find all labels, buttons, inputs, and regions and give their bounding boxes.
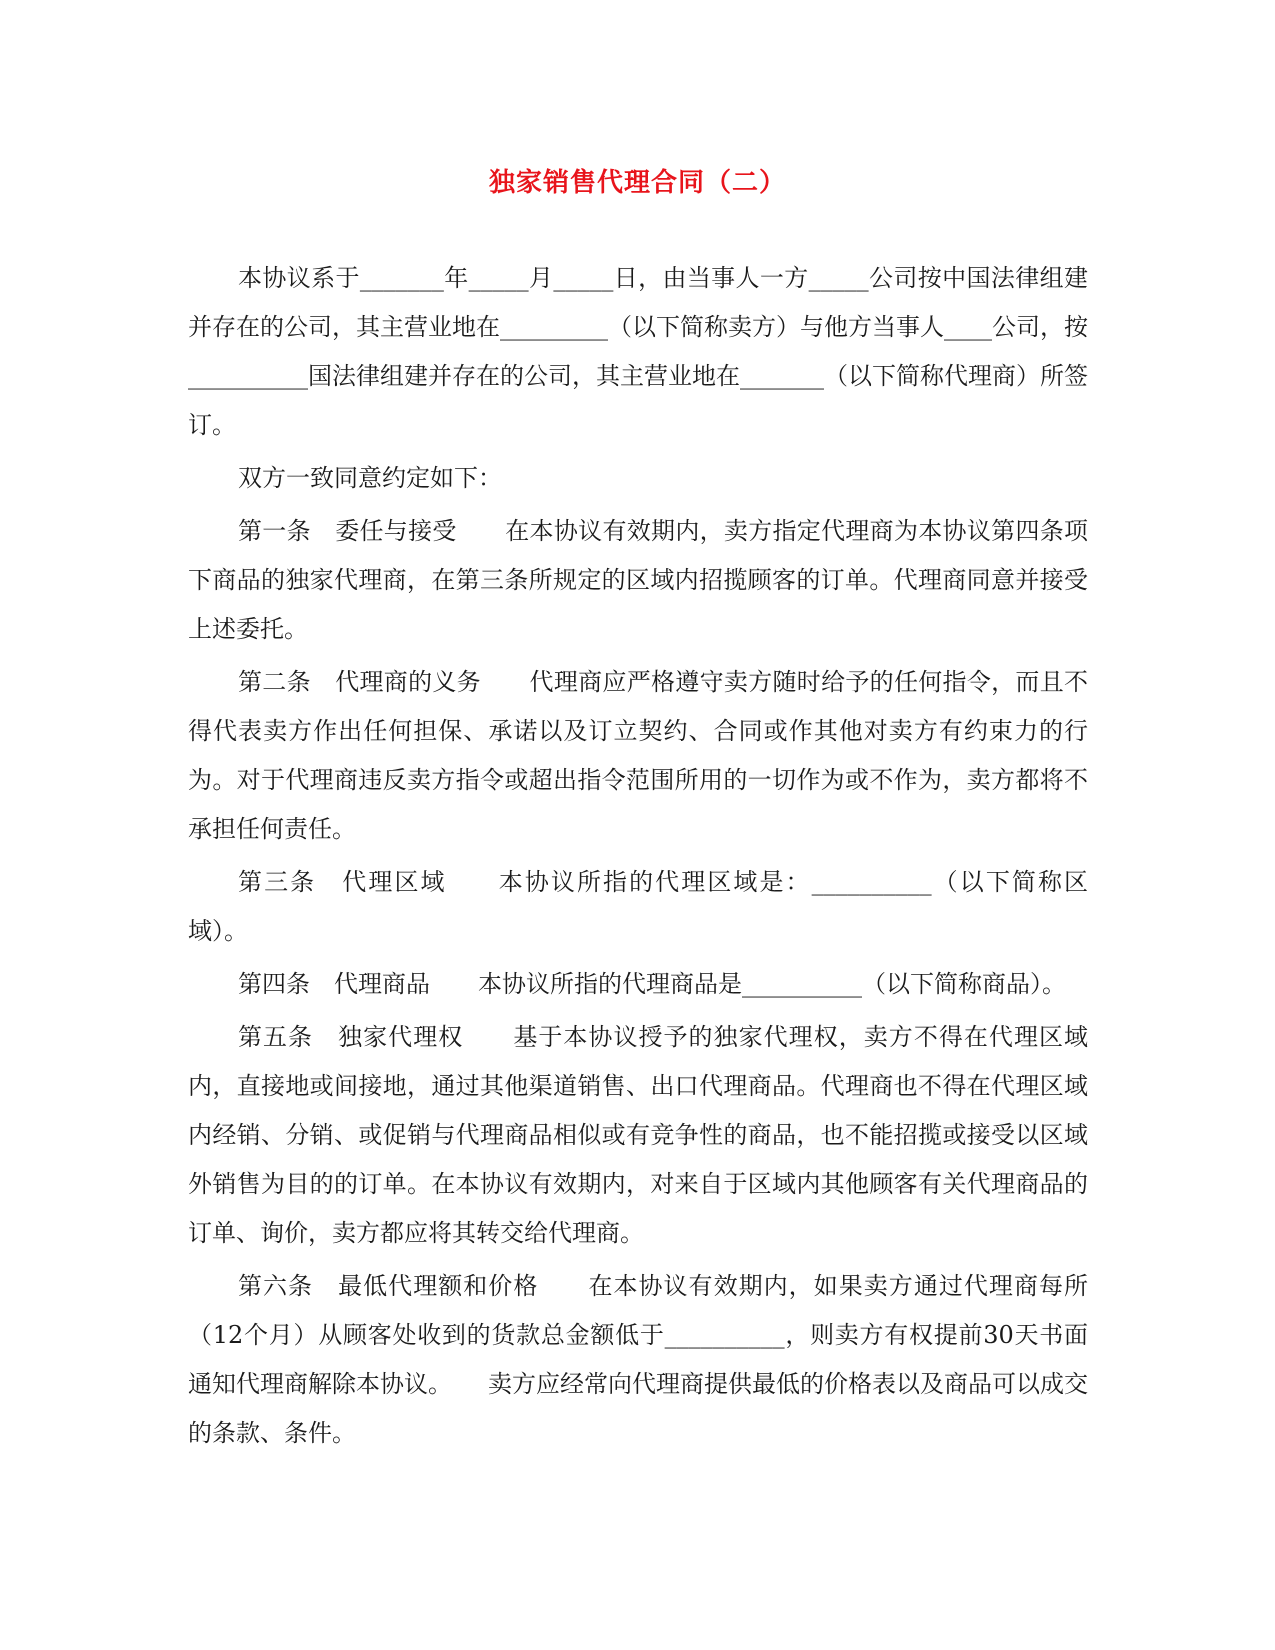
article-1: [188, 507, 1088, 654]
article-4: [188, 960, 1088, 1009]
intro-paragraph: 本协议系于_______年_____月_____日，由当事人一方_____公司按中国法律组建并存在的公司，其主营业地在_________（以下简称卖方）与他方当事人____公司，按__________国法律组建并存在的公司，其主营业地在_______（以下简称代理商）所签订。: [188, 264, 1088, 439]
article-text: 基于本协议授予的独家代理权，卖方不得在代理区域内，直接地或间接地，通过其他渠道销售、出口代理商品。代理商也不得在代理区域内经销、分销、或促销与代理商品相似或有竞争性的商品，也不能招揽或接受以区域外销售为目的的订单。在本协议有效期内，对来自于区域内其他顾客有关代理商品的订单、询价，卖方都应将其转交给代理商。: [188, 1023, 1089, 1247]
article-number: 第五条: [238, 1023, 314, 1051]
article-5: [188, 1013, 1088, 1258]
article-number: 第四条: [238, 970, 310, 998]
article-number: 第三条: [238, 868, 317, 896]
article-title: 最低代理额和价格: [338, 1272, 539, 1300]
article-text: 在本协议有效期内，卖方指定代理商为本协议第四条项下商品的独家代理商，在第三条所规定的区域内招揽顾客的订单。代理商同意并接受上述委托。: [188, 517, 1089, 643]
article-number: 第六条: [238, 1272, 314, 1300]
article-6: [188, 1262, 1088, 1458]
article-text: 本协议所指的代理区域是：__________（以下简称区域）。: [188, 868, 1089, 945]
article-3: [188, 858, 1088, 956]
agreement-line: 双方一致同意约定如下：: [238, 464, 502, 492]
article-2: [188, 658, 1088, 854]
article-number: 第一条: [238, 517, 311, 545]
article-title: 代理商的义务: [335, 668, 481, 696]
document-title: 独家销售代理合同（二）: [488, 168, 786, 198]
article-title: 独家代理权: [338, 1023, 464, 1051]
article-title: 代理区域: [342, 868, 447, 896]
article-number: 第二条: [238, 668, 311, 696]
article-text: 本协议所指的代理商品是__________（以下简称商品）。: [478, 970, 1066, 998]
document-body: [188, 254, 1088, 1462]
article-title: 委任与接受: [335, 517, 457, 545]
article-text: 在本协议有效期内，如果卖方通过代理商每所（12个月）从顾客处收到的货款总金额低于__________，则卖方有权提前30天书面通知代理商解除本协议。 卖方应经常向代理商提供最低的价格表以及商品可以成交的条款、条件。: [188, 1272, 1089, 1447]
article-text: 代理商应严格遵守卖方随时给予的任何指令，而且不得代表卖方作出任何担保、承诺以及订立契约、合同或作其他对卖方有约束力的行为。对于代理商违反卖方指令或超出指令范围所用的一切作为或不作为，卖方都将不承担任何责任。: [188, 668, 1089, 843]
article-title: 代理商品: [334, 970, 430, 998]
